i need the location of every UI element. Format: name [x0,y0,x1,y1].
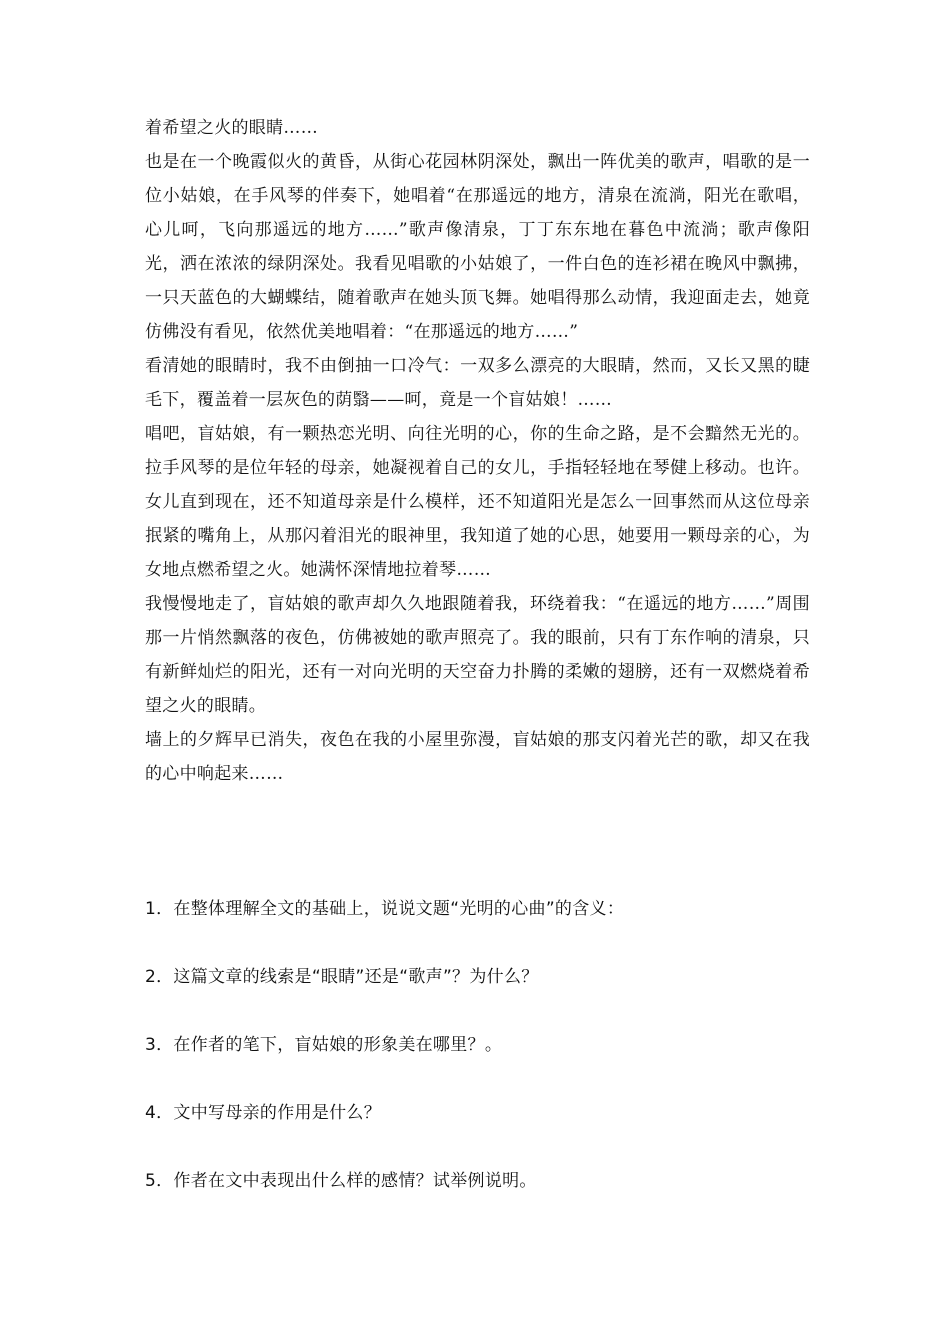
question-5 [145,1164,810,1232]
passage-paragraph-2: 也是在一个晚霞似火的黄昏，从街心花园林阴深处，飘出一阵优美的歌声，唱歌的是一位小姑娘，在手风琴的伴奏下，她唱着“在那遥远的地方，清泉在流淌，阳光在歌唱，心儿呵，飞向那遥远的地方……”歌声像清泉，丁丁东东地在暮色中流淌；歌声像阳光，洒在浓浓的绿阴深处。我看见唱歌的小姑娘了，一件白色的连衫裙在晚风中飘拂，一只天蓝色的大蝴蝶结，随着歌声在她头顶飞舞。她唱得那么动情，我迎面走去，她竟仿佛没有看见，依然优美地唱着：“在那遥远的地方……” [145,152,810,342]
passage-paragraph-5: 我慢慢地走了，盲姑娘的歌声却久久地跟随着我，环绕着我：“在遥远的地方……”周围那一片悄然飘落的夜色，仿佛被她的歌声照亮了。我的眼前，只有丁东作响的清泉，只有新鲜灿烂的阳光，还有一对向光明的天空奋力扑腾的柔嫩的翅膀，还有一双燃烧着希望之火的眼睛。 [145,594,810,716]
passage-body [145,111,810,791]
question-text: 这篇文章的线索是“眼睛”还是“歌声”？为什么？ [173,967,539,987]
passage-paragraph-6: 墙上的夕辉早已消失，夜色在我的小屋里弥漫，盲姑娘的那支闪着光芒的歌，却又在我的心中响起来…… [145,730,810,784]
question-3 [145,1028,810,1096]
passage-paragraph-4: 唱吧，盲姑娘，有一颗热恋光明、向往光明的心，你的生命之路，是不会黯然无光的。拉手风琴的是位年轻的母亲，她凝视着自己的女儿，手指轻轻地在琴健上移动。也许。女儿直到现在，还不知道母亲是什么模样，还不知道阳光是怎么一回事然而从这位母亲抿紧的嘴角上，从那闪着泪光的眼神里，我知道了她的心思，她要用一颗母亲的心，为女地点燃希望之火。她满怀深情地拉着琴…… [145,424,810,580]
question-4 [145,1096,810,1164]
question-text: 在作者的笔下，盲姑娘的形象美在哪里？。 [173,1035,503,1055]
question-number: 4． [145,1103,174,1123]
passage-paragraph-3: 看清她的眼睛时，我不由倒抽一口冷气：一双多么漂亮的大眼睛，然而，又长又黑的睫毛下，覆盖着一层灰色的荫翳——呵，竟是一个盲姑娘！…… [145,356,810,410]
question-text: 在整体理解全文的基础上，说说文题“光明的心曲”的含义： [173,899,625,919]
passage-paragraph-1: 着希望之火的眼睛…… [145,118,318,138]
question-1 [145,892,810,960]
question-number: 3． [145,1035,174,1055]
question-2 [145,960,810,1028]
question-number: 1． [145,899,174,919]
question-text: 作者在文中表现出什么样的感情？试举例说明。 [173,1171,537,1191]
question-list [145,892,810,1232]
question-text: 文中写母亲的作用是什么？ [173,1103,382,1123]
question-number: 5． [145,1171,174,1191]
question-number: 2． [145,967,174,987]
